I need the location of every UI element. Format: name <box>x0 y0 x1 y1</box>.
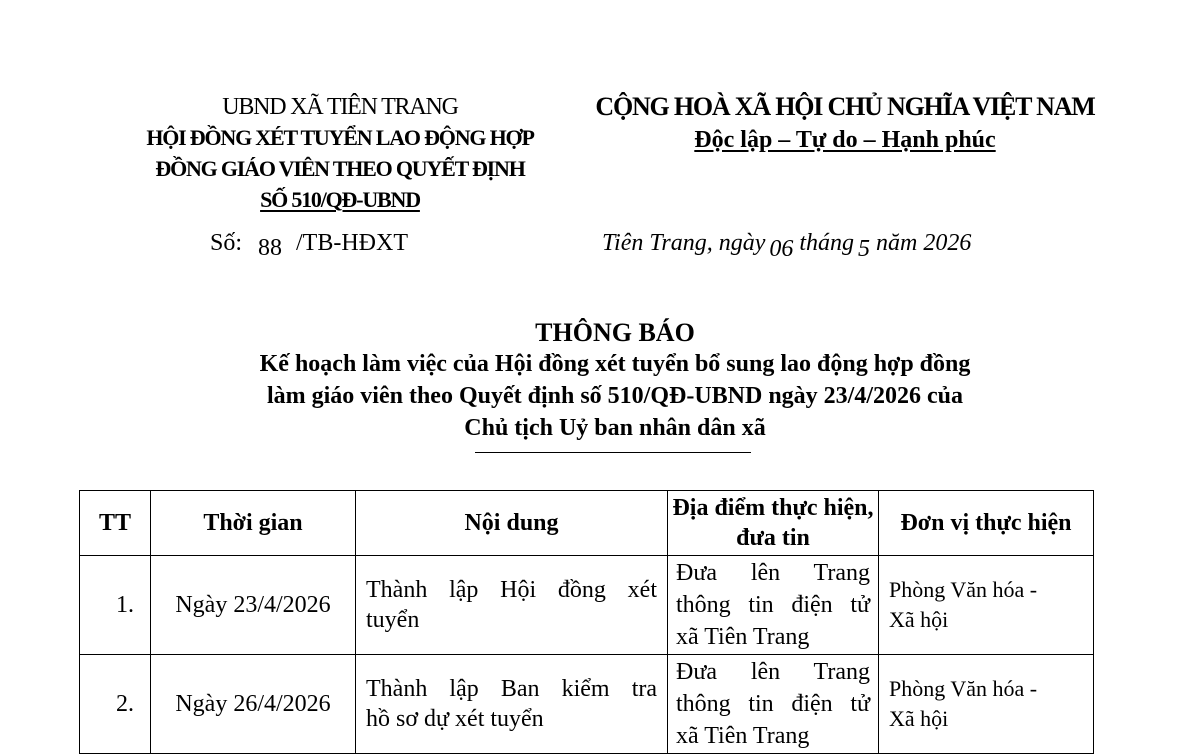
council-name-line-3: SỐ 510/QĐ-UBND <box>260 187 420 212</box>
row-place-line: xã Tiên Trang <box>676 624 810 650</box>
table-header-row <box>80 491 1094 556</box>
issue-date-day: 06 <box>769 236 794 262</box>
notice-subtitle-line-1: Kế hoạch làm việc của Hội đồng xét tuyển bổ sung lao động hợp đồng <box>259 351 971 377</box>
issue-date-month-word: tháng <box>799 230 855 256</box>
row-unit-line: Xã hội <box>889 706 949 731</box>
national-title: CỘNG HOÀ XÃ HỘI CHỦ NGHĨA VIỆT NAM <box>595 92 1095 121</box>
national-motto: Độc lập – Tự do – Hạnh phúc <box>694 127 996 153</box>
document-number-prefix: Số: <box>210 230 243 256</box>
schedule-table <box>79 490 1094 754</box>
header-content: Nội dung <box>356 491 668 556</box>
notice-heading <box>100 318 1130 444</box>
row-place-line: Đưa lên Trang <box>676 560 870 586</box>
row-place-line: xã Tiên Trang <box>676 723 810 749</box>
council-name-line-2: ĐỒNG GIÁO VIÊN THEO QUYẾT ĐỊNH <box>155 156 525 181</box>
notice-subtitle-line-2: làm giáo viên theo Quyết định số 510/QĐ-UBND ngày 23/4/2026 của <box>266 383 964 409</box>
header-place: Địa điểm thực hiện, đưa tin <box>668 491 879 556</box>
agency-name: UBND XÃ TIÊN TRANG <box>222 94 458 120</box>
row-unit-line: Xã hội <box>889 607 949 632</box>
title-underline-rule <box>475 452 751 453</box>
table-row <box>80 556 1094 655</box>
header-time: Thời gian <box>151 491 356 556</box>
issue-date-year: năm 2026 <box>876 230 972 256</box>
document-number <box>210 230 408 261</box>
issuing-agency-block <box>100 92 580 215</box>
row-number: 1. <box>80 556 151 655</box>
row-content <box>356 556 668 655</box>
row-unit-line: Phòng Văn hóa - <box>889 577 1038 602</box>
row-place-line: thông tin điện tử <box>676 691 870 717</box>
row-time: Ngày 23/4/2026 <box>151 556 356 655</box>
row-place-line: thông tin điện tử <box>676 592 870 618</box>
issue-date-month: 5 <box>858 236 871 262</box>
row-number: 2. <box>80 655 151 754</box>
row-content-line: Thành lập Hội đồng xét <box>366 577 657 603</box>
row-content-line: Thành lập Ban kiểm tra <box>366 676 657 702</box>
row-content <box>356 655 668 754</box>
issue-date-place: Tiên Trang, ngày <box>602 230 766 256</box>
row-content-line: tuyển <box>366 607 420 633</box>
header-tt: TT <box>80 491 151 556</box>
header-unit: Đơn vị thực hiện <box>879 491 1094 556</box>
issue-date <box>602 230 972 262</box>
national-header-block <box>580 92 1110 158</box>
row-place <box>668 556 879 655</box>
row-place-line: Đưa lên Trang <box>676 659 870 685</box>
row-unit-line: Phòng Văn hóa - <box>889 676 1038 701</box>
notice-title: THÔNG BÁO <box>535 318 695 347</box>
document-number-value: 88 <box>258 235 283 261</box>
table-row <box>80 655 1094 754</box>
document-number-suffix: /TB-HĐXT <box>296 230 408 256</box>
council-name-line-1: HỘI ĐỒNG XÉT TUYỂN LAO ĐỘNG HỢP <box>146 125 534 150</box>
notice-subtitle-line-3: Chủ tịch Uỷ ban nhân dân xã <box>464 415 766 441</box>
row-unit <box>879 556 1094 655</box>
row-place <box>668 655 879 754</box>
row-unit <box>879 655 1094 754</box>
row-content-line: hồ sơ dự xét tuyển <box>366 706 544 732</box>
row-time: Ngày 26/4/2026 <box>151 655 356 754</box>
